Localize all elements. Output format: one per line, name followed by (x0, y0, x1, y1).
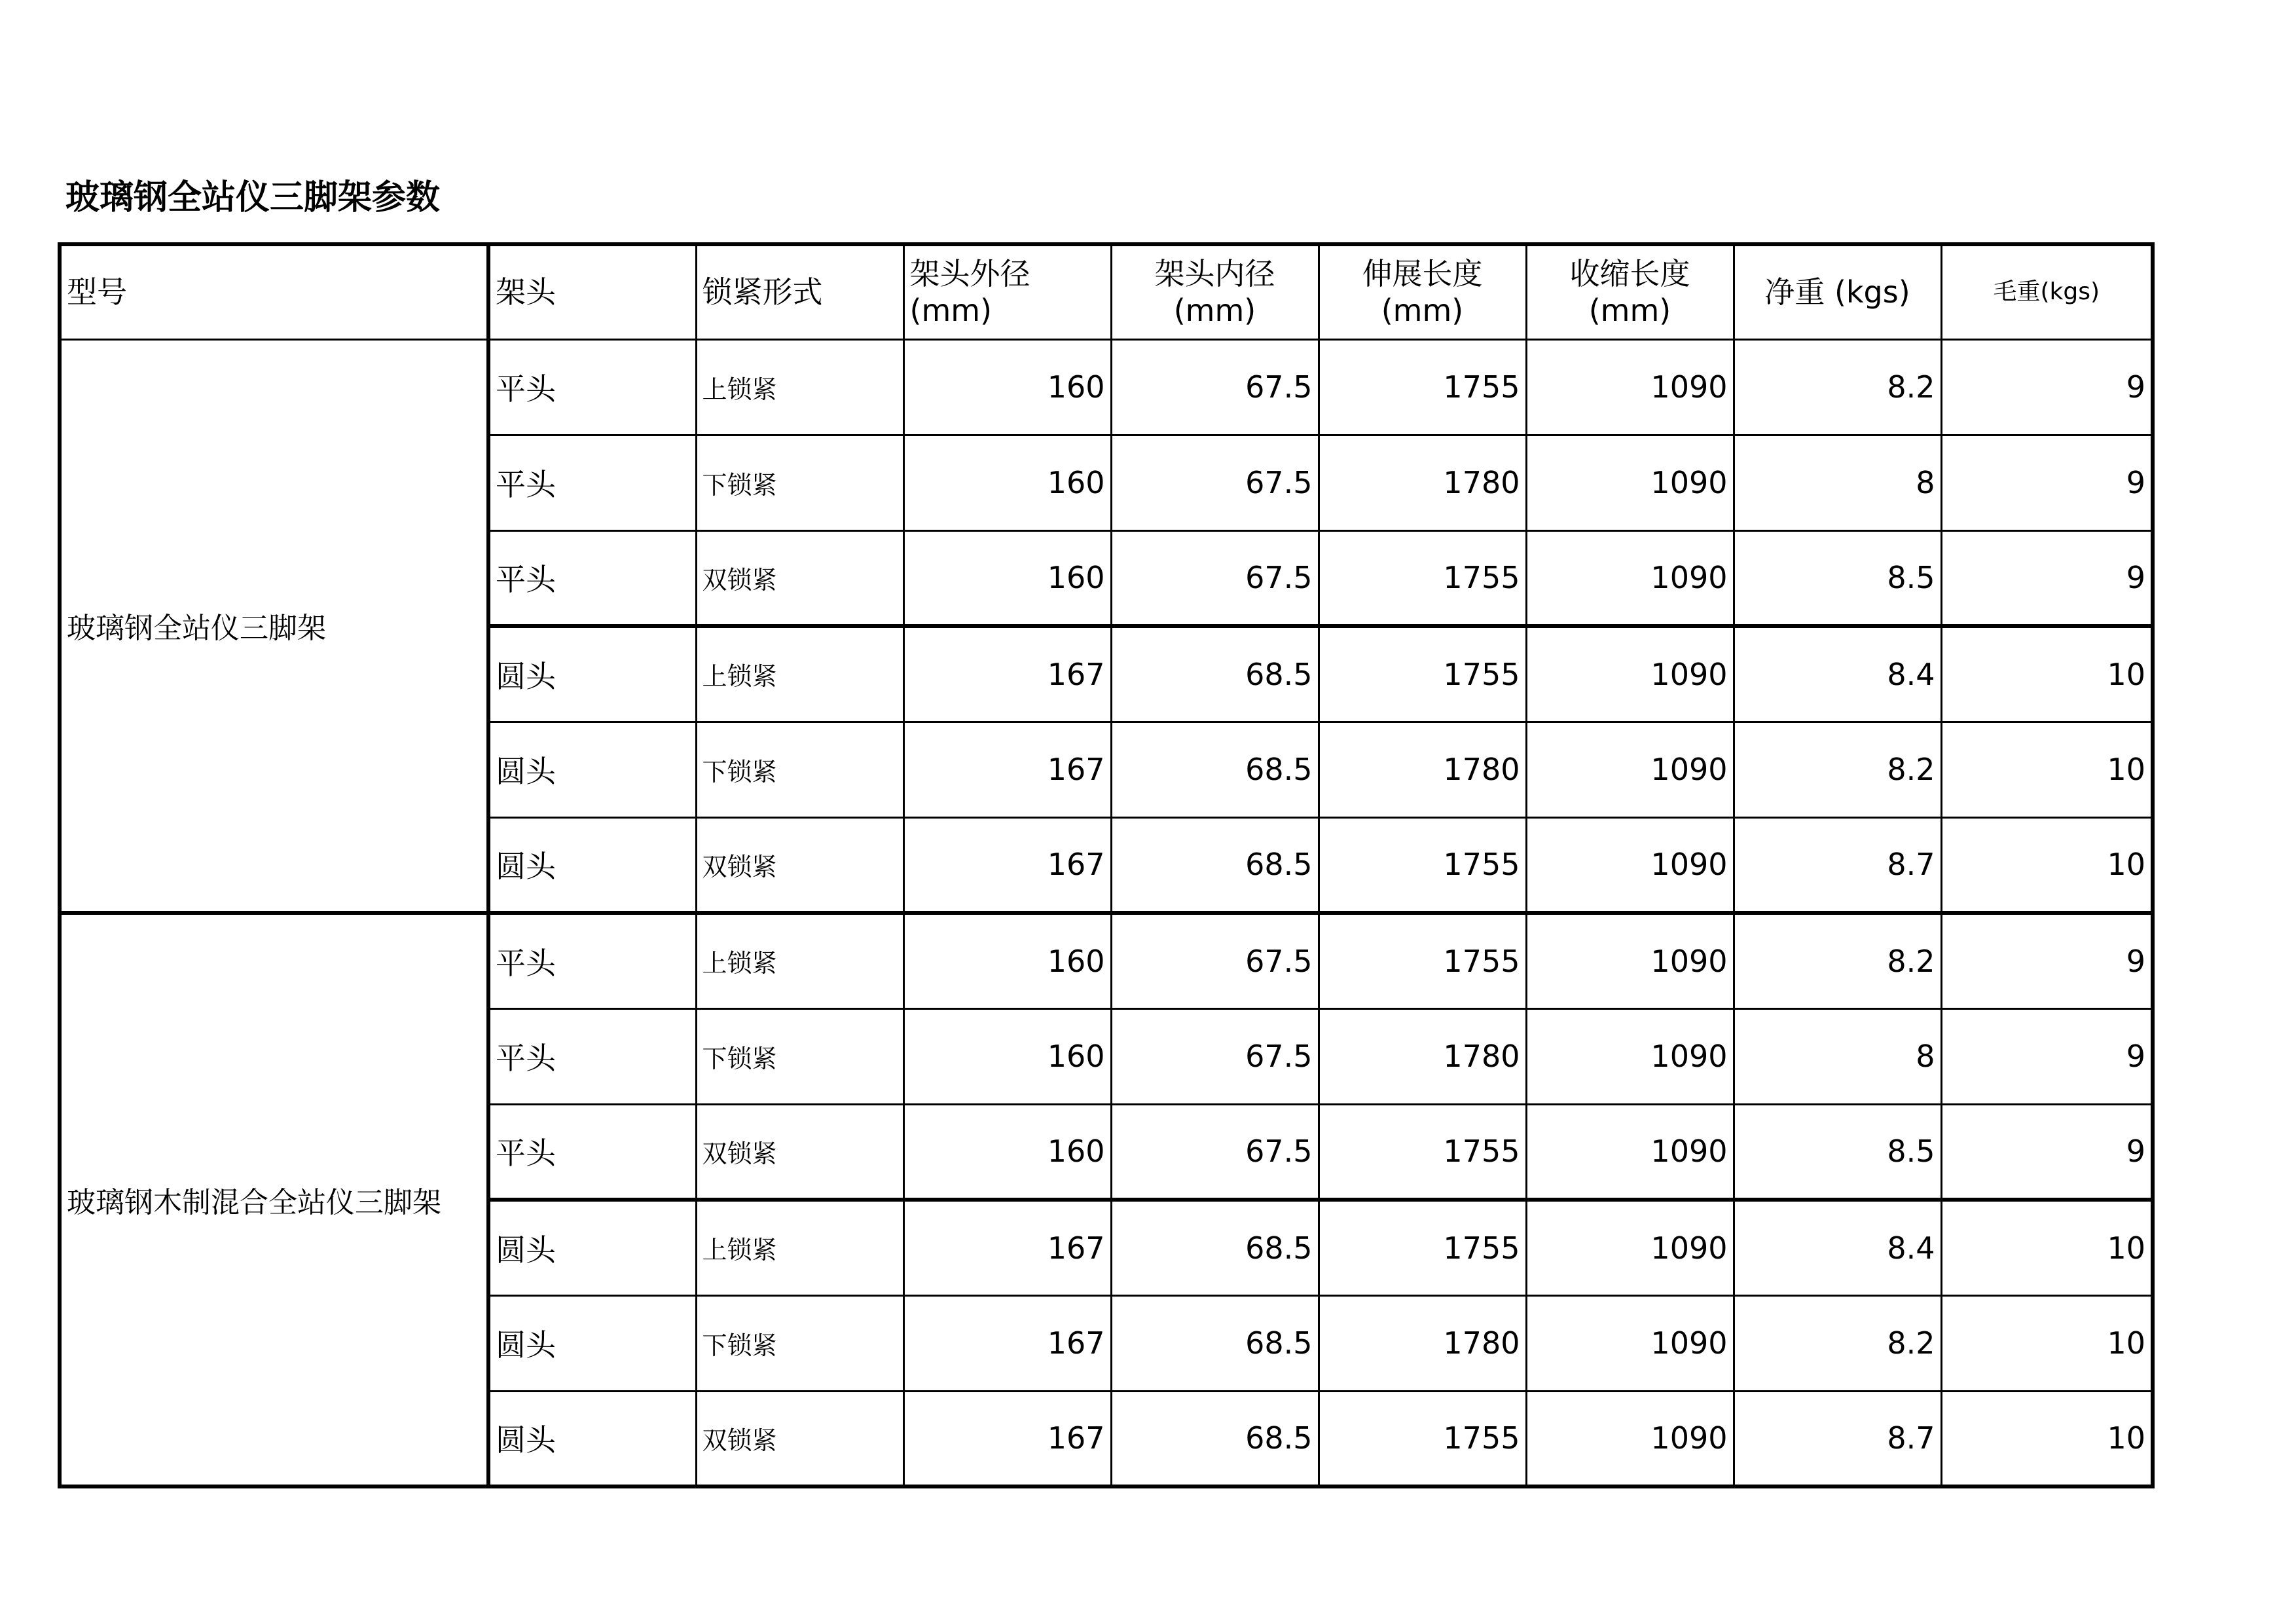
extended-length-cell: 1780 (1319, 435, 1526, 530)
inner-diameter-cell: 67.5 (1111, 339, 1319, 435)
gross-weight-cell: 10 (1941, 1200, 2153, 1295)
lock-cell: 上锁紧 (696, 1200, 903, 1295)
header-retracted-length: 收缩长度 (mm) (1526, 244, 1734, 339)
model-cell: 玻璃钢木制混合全站仪三脚架 (60, 913, 488, 1486)
gross-weight-cell: 9 (1941, 913, 2153, 1008)
extended-length-cell: 1780 (1319, 722, 1526, 817)
net-weight-cell: 8.7 (1734, 817, 1941, 913)
retracted-length-cell: 1090 (1526, 1008, 1734, 1104)
table-body (60, 339, 2153, 1486)
extended-length-cell: 1755 (1319, 913, 1526, 1008)
extended-length-cell: 1755 (1319, 1391, 1526, 1486)
extended-length-cell: 1755 (1319, 530, 1526, 626)
lock-cell: 下锁紧 (696, 722, 903, 817)
lock-cell: 双锁紧 (696, 817, 903, 913)
lock-cell: 双锁紧 (696, 1104, 903, 1200)
inner-diameter-cell: 68.5 (1111, 1200, 1319, 1295)
head-cell: 平头 (488, 435, 696, 530)
outer-diameter-cell: 167 (903, 1200, 1111, 1295)
lock-cell: 下锁紧 (696, 1008, 903, 1104)
retracted-length-cell: 1090 (1526, 817, 1734, 913)
head-cell: 平头 (488, 530, 696, 626)
gross-weight-cell: 9 (1941, 339, 2153, 435)
inner-diameter-cell: 67.5 (1111, 913, 1319, 1008)
extended-length-cell: 1755 (1319, 817, 1526, 913)
outer-diameter-cell: 160 (903, 1104, 1111, 1200)
gross-weight-cell: 10 (1941, 626, 2153, 722)
gross-weight-cell: 10 (1941, 1391, 2153, 1486)
gross-weight-cell: 10 (1941, 722, 2153, 817)
inner-diameter-cell: 68.5 (1111, 1295, 1319, 1391)
gross-weight-cell: 10 (1941, 1295, 2153, 1391)
spec-table (58, 242, 2155, 1488)
outer-diameter-cell: 160 (903, 913, 1111, 1008)
table-row (60, 913, 2153, 1008)
outer-diameter-cell: 160 (903, 530, 1111, 626)
inner-diameter-cell: 68.5 (1111, 1391, 1319, 1486)
header-row (60, 244, 2153, 339)
retracted-length-cell: 1090 (1526, 1104, 1734, 1200)
net-weight-cell: 8.5 (1734, 1104, 1941, 1200)
header-inner-diameter: 架头内径 (mm) (1111, 244, 1319, 339)
lock-cell: 双锁紧 (696, 1391, 903, 1486)
outer-diameter-cell: 167 (903, 1391, 1111, 1486)
inner-diameter-cell: 68.5 (1111, 722, 1319, 817)
lock-cell: 下锁紧 (696, 1295, 903, 1391)
page-title: 玻璃钢全站仪三脚架参数 (65, 178, 441, 217)
net-weight-cell: 8.7 (1734, 1391, 1941, 1486)
outer-diameter-cell: 167 (903, 626, 1111, 722)
retracted-length-cell: 1090 (1526, 530, 1734, 626)
table-row (60, 339, 2153, 435)
lock-cell: 上锁紧 (696, 913, 903, 1008)
gross-weight-cell: 10 (1941, 817, 2153, 913)
extended-length-cell: 1755 (1319, 1200, 1526, 1295)
outer-diameter-cell: 160 (903, 1008, 1111, 1104)
inner-diameter-cell: 67.5 (1111, 530, 1319, 626)
head-cell: 平头 (488, 339, 696, 435)
head-cell: 圆头 (488, 817, 696, 913)
lock-cell: 上锁紧 (696, 626, 903, 722)
head-cell: 圆头 (488, 1391, 696, 1486)
retracted-length-cell: 1090 (1526, 626, 1734, 722)
header-lock: 锁紧形式 (696, 244, 903, 339)
net-weight-cell: 8.2 (1734, 1295, 1941, 1391)
head-cell: 圆头 (488, 1295, 696, 1391)
header-outer-diameter: 架头外径 (mm) (903, 244, 1111, 339)
net-weight-cell: 8.4 (1734, 626, 1941, 722)
retracted-length-cell: 1090 (1526, 339, 1734, 435)
head-cell: 圆头 (488, 1200, 696, 1295)
gross-weight-cell: 9 (1941, 1008, 2153, 1104)
extended-length-cell: 1755 (1319, 339, 1526, 435)
lock-cell: 上锁紧 (696, 339, 903, 435)
extended-length-cell: 1755 (1319, 1104, 1526, 1200)
extended-length-cell: 1755 (1319, 626, 1526, 722)
lock-cell: 下锁紧 (696, 435, 903, 530)
head-cell: 平头 (488, 913, 696, 1008)
head-cell: 圆头 (488, 722, 696, 817)
head-cell: 平头 (488, 1104, 696, 1200)
inner-diameter-cell: 67.5 (1111, 1008, 1319, 1104)
retracted-length-cell: 1090 (1526, 1391, 1734, 1486)
net-weight-cell: 8.2 (1734, 913, 1941, 1008)
inner-diameter-cell: 68.5 (1111, 626, 1319, 722)
head-cell: 圆头 (488, 626, 696, 722)
gross-weight-cell: 9 (1941, 530, 2153, 626)
inner-diameter-cell: 67.5 (1111, 1104, 1319, 1200)
header-gross-weight: 毛重(kgs) (1941, 244, 2153, 339)
extended-length-cell: 1780 (1319, 1295, 1526, 1391)
gross-weight-cell: 9 (1941, 1104, 2153, 1200)
net-weight-cell: 8.4 (1734, 1200, 1941, 1295)
net-weight-cell: 8 (1734, 1008, 1941, 1104)
outer-diameter-cell: 160 (903, 339, 1111, 435)
net-weight-cell: 8.2 (1734, 339, 1941, 435)
inner-diameter-cell: 67.5 (1111, 435, 1319, 530)
extended-length-cell: 1780 (1319, 1008, 1526, 1104)
retracted-length-cell: 1090 (1526, 722, 1734, 817)
retracted-length-cell: 1090 (1526, 913, 1734, 1008)
header-model: 型号 (60, 244, 488, 339)
outer-diameter-cell: 167 (903, 817, 1111, 913)
inner-diameter-cell: 68.5 (1111, 817, 1319, 913)
net-weight-cell: 8 (1734, 435, 1941, 530)
retracted-length-cell: 1090 (1526, 1295, 1734, 1391)
net-weight-cell: 8.2 (1734, 722, 1941, 817)
net-weight-cell: 8.5 (1734, 530, 1941, 626)
lock-cell: 双锁紧 (696, 530, 903, 626)
header-head: 架头 (488, 244, 696, 339)
retracted-length-cell: 1090 (1526, 435, 1734, 530)
model-cell: 玻璃钢全站仪三脚架 (60, 339, 488, 913)
retracted-length-cell: 1090 (1526, 1200, 1734, 1295)
outer-diameter-cell: 167 (903, 1295, 1111, 1391)
header-net-weight: 净重 (kgs) (1734, 244, 1941, 339)
header-extended-length: 伸展长度 (mm) (1319, 244, 1526, 339)
outer-diameter-cell: 160 (903, 435, 1111, 530)
gross-weight-cell: 9 (1941, 435, 2153, 530)
outer-diameter-cell: 167 (903, 722, 1111, 817)
head-cell: 平头 (488, 1008, 696, 1104)
